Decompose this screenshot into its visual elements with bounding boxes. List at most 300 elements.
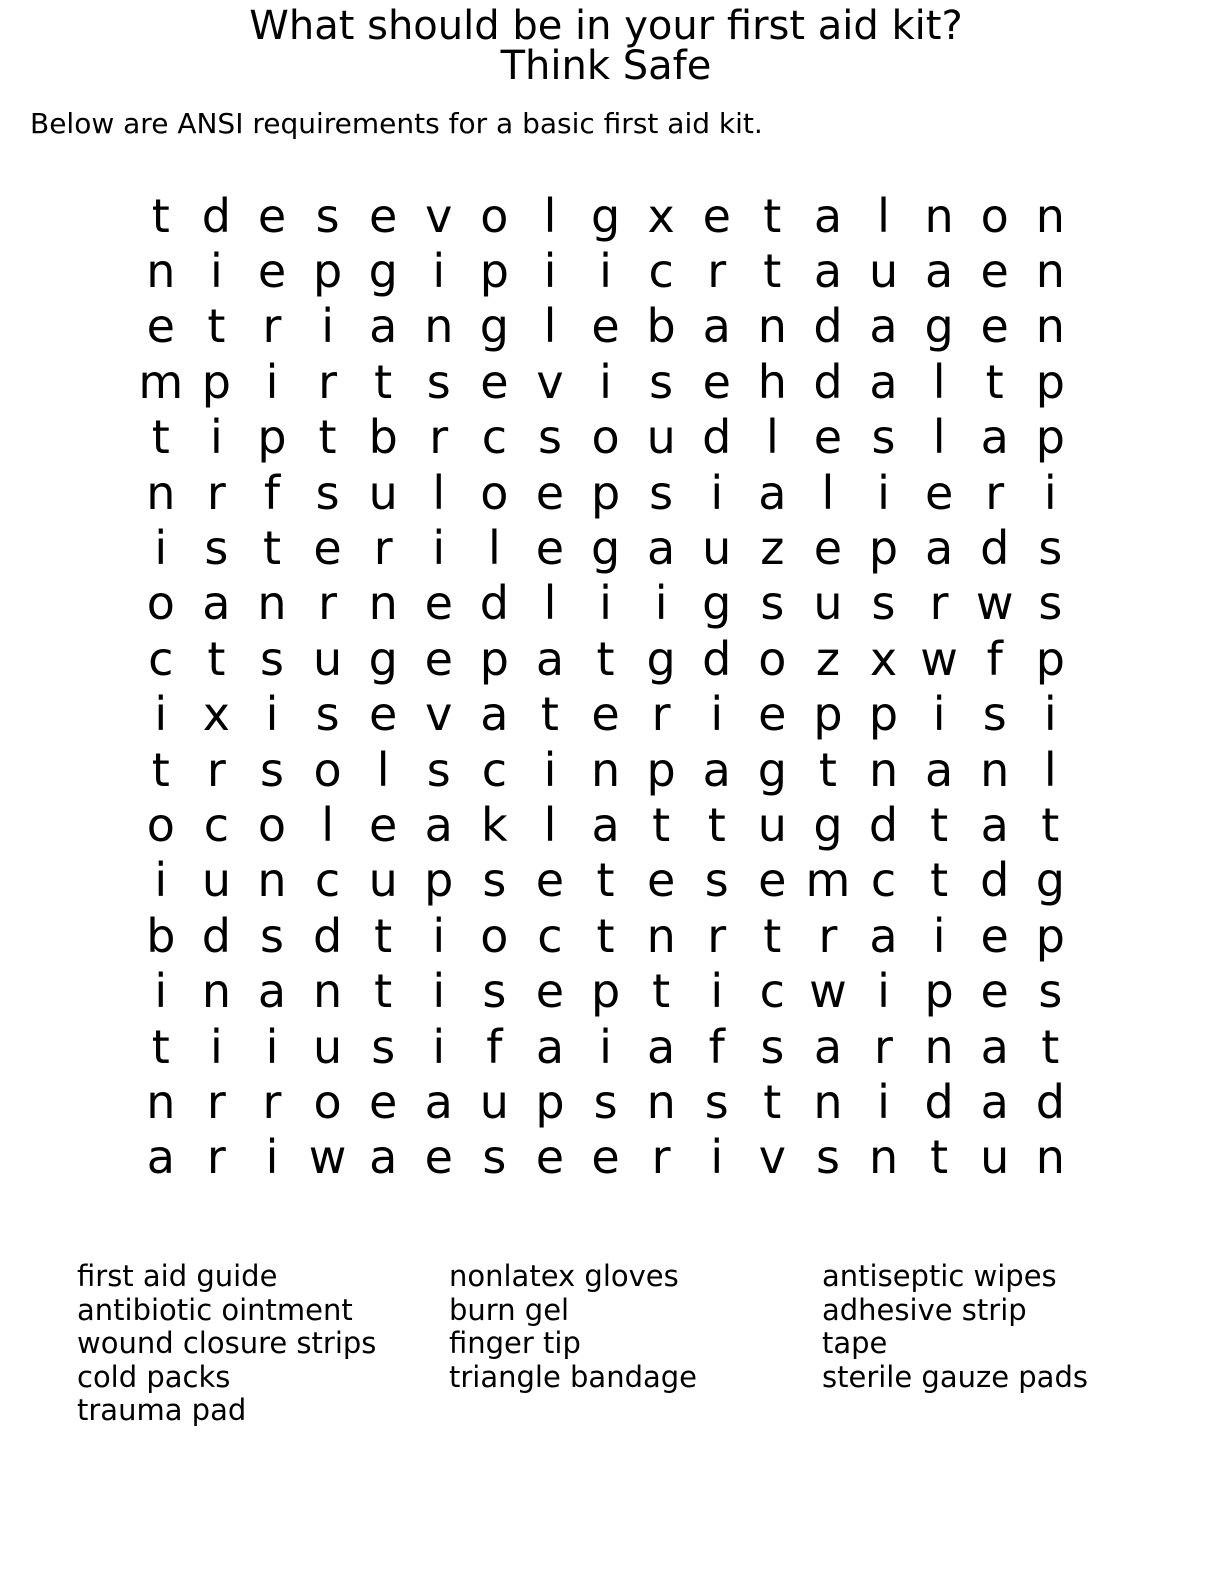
grid-letter: s <box>315 465 340 520</box>
grid-letter: a <box>647 1019 676 1074</box>
word-list-item: nonlatex gloves <box>449 1259 679 1293</box>
grid-letter: i <box>710 964 724 1019</box>
grid-letter: i <box>599 354 612 409</box>
grid-letter: a <box>480 687 509 742</box>
grid-letter: t <box>207 299 226 354</box>
grid-letter: e <box>980 964 1009 1019</box>
grid-letter: i <box>265 687 279 742</box>
grid-letter: f <box>486 1019 503 1074</box>
grid-letter: t <box>151 188 170 243</box>
grid-letter: p <box>813 687 843 742</box>
grid-letter: i <box>210 244 223 299</box>
grid-letter: v <box>425 188 453 243</box>
grid-letter: w <box>308 1130 347 1185</box>
grid-letter: r <box>429 410 449 465</box>
grid-letter: i <box>932 687 946 742</box>
grid-letter: i <box>432 244 446 299</box>
grid-letter: d <box>1035 1074 1065 1129</box>
grid-letter: o <box>146 797 175 852</box>
grid-letter: d <box>813 299 843 354</box>
grid-letter: i <box>599 576 612 631</box>
grid-letter: m <box>138 354 184 409</box>
grid-letter: t <box>207 631 226 686</box>
grid-letter: r <box>874 1019 893 1074</box>
grid-letter: p <box>1035 410 1065 465</box>
grid-letter: n <box>980 742 1010 797</box>
grid-letter: a <box>424 797 453 852</box>
grid-letter: i <box>1043 687 1057 742</box>
grid-letter: l <box>543 188 557 243</box>
grid-letter: d <box>201 188 231 243</box>
grid-letter: i <box>932 908 946 963</box>
grid-letter: a <box>925 742 954 797</box>
grid-letter: l <box>765 410 779 465</box>
grid-letter: i <box>265 1130 279 1185</box>
grid-letter: i <box>432 521 446 576</box>
grid-letter: g <box>813 797 843 852</box>
grid-letter: s <box>482 964 507 1019</box>
grid-letter: t <box>151 1019 170 1074</box>
grid-letter: a <box>369 1130 398 1185</box>
grid-letter: g <box>368 244 398 299</box>
grid-letter: s <box>315 687 340 742</box>
grid-letter: t <box>262 521 281 576</box>
grid-letter: p <box>424 853 454 908</box>
grid-letter: t <box>318 410 337 465</box>
grid-letter: t <box>151 742 170 797</box>
grid-letter: t <box>652 964 671 1019</box>
grid-letter: f <box>986 631 1003 686</box>
grid-letter: z <box>815 631 840 686</box>
grid-letter: e <box>424 576 453 631</box>
grid-letter: g <box>368 631 398 686</box>
grid-letter: e <box>535 853 565 908</box>
grid-letter: v <box>758 1130 786 1185</box>
grid-letter: s <box>315 188 340 243</box>
grid-letter: i <box>154 853 168 908</box>
grid-letter: w <box>975 576 1014 631</box>
grid-letter: f <box>708 1019 725 1074</box>
grid-letter: u <box>479 1074 509 1129</box>
word-list-item: burn gel <box>449 1292 570 1327</box>
grid-letter: u <box>368 465 398 520</box>
grid-letter: n <box>201 964 231 1019</box>
grid-letter: a <box>925 521 954 576</box>
grid-letter: o <box>480 188 509 243</box>
grid-letter: r <box>707 908 727 963</box>
grid-letter: p <box>868 521 899 576</box>
grid-letter: p <box>590 964 621 1019</box>
grid-letter: o <box>980 188 1009 243</box>
grid-letter: e <box>813 410 843 465</box>
grid-letter: r <box>373 521 393 576</box>
grid-letter: t <box>763 1074 782 1129</box>
grid-letter: l <box>877 188 890 243</box>
word-search-grid <box>133 188 1078 1185</box>
grid-letter: t <box>151 410 170 465</box>
grid-letter: c <box>870 853 897 908</box>
grid-letter: e <box>646 853 676 908</box>
grid-letter: n <box>813 1074 843 1129</box>
grid-letter: x <box>202 687 230 742</box>
grid-letter: l <box>1043 742 1057 797</box>
grid-letter: i <box>210 1019 223 1074</box>
grid-letter: a <box>980 1019 1009 1074</box>
grid-letter: n <box>313 964 343 1019</box>
grid-letter: g <box>590 188 621 243</box>
grid-letter: n <box>146 244 176 299</box>
grid-letter: s <box>815 1130 840 1185</box>
grid-letter: e <box>257 244 287 299</box>
grid-letter: c <box>148 631 174 686</box>
grid-letter: p <box>257 410 287 465</box>
grid-letter: i <box>154 687 168 742</box>
word-list-column-1 <box>77 1260 376 1428</box>
grid-letter: r <box>318 354 338 409</box>
grid-letter: e <box>424 1130 453 1185</box>
grid-letter: a <box>869 299 898 354</box>
grid-letter: n <box>1035 299 1065 354</box>
grid-letter: h <box>757 354 787 409</box>
grid-letter: u <box>757 797 787 852</box>
grid-letter: l <box>376 742 390 797</box>
grid-letter: t <box>1041 797 1060 852</box>
grid-letter: e <box>369 687 398 742</box>
grid-letter: r <box>651 1130 671 1185</box>
instructions-text: Below are ANSI requirements for a basic first aid kit. <box>30 107 763 140</box>
grid-letter: s <box>1038 576 1063 631</box>
grid-letter: l <box>821 465 835 520</box>
grid-letter: p <box>312 244 343 299</box>
grid-letter: i <box>154 521 168 576</box>
grid-letter: d <box>201 908 231 963</box>
grid-letter: u <box>980 1130 1010 1185</box>
grid-letter: e <box>813 521 843 576</box>
grid-letter: a <box>257 964 287 1019</box>
grid-letter: s <box>704 853 729 908</box>
grid-letter: o <box>480 908 509 963</box>
grid-letter: p <box>1035 908 1065 963</box>
grid-letter: n <box>646 1074 676 1129</box>
grid-letter: w <box>809 964 847 1019</box>
grid-letter: d <box>702 410 732 465</box>
grid-letter: n <box>368 576 398 631</box>
grid-letter: i <box>1043 465 1057 520</box>
grid-letter: a <box>980 410 1009 465</box>
grid-letter: g <box>1035 853 1065 908</box>
grid-letter: r <box>206 465 226 520</box>
grid-letter: i <box>710 1130 724 1185</box>
grid-letter: n <box>590 742 621 797</box>
grid-letter: a <box>424 1074 453 1129</box>
grid-letter: u <box>813 576 843 631</box>
grid-letter: e <box>980 244 1009 299</box>
grid-letter: s <box>260 631 284 686</box>
grid-letter: l <box>543 299 557 354</box>
grid-letter: n <box>757 299 787 354</box>
grid-letter: e <box>591 1130 620 1185</box>
grid-letter: s <box>704 1074 729 1129</box>
grid-letter: t <box>985 354 1004 409</box>
word-list-item: first aid guide <box>77 1259 278 1293</box>
grid-letter: r <box>262 299 282 354</box>
word-list-column-2 <box>449 1260 697 1394</box>
grid-letter: g <box>646 631 676 686</box>
grid-letter: e <box>146 299 175 354</box>
grid-letter: e <box>924 465 954 520</box>
grid-letter: a <box>369 299 398 354</box>
grid-letter: t <box>707 797 726 852</box>
grid-letter: e <box>980 299 1009 354</box>
grid-letter: a <box>702 742 731 797</box>
grid-letter: e <box>591 299 620 354</box>
grid-letter: v <box>536 354 564 409</box>
grid-letter: i <box>154 964 168 1019</box>
grid-letter: z <box>760 521 785 576</box>
grid-letter: i <box>321 299 334 354</box>
grid-letter: s <box>760 1019 785 1074</box>
grid-letter: a <box>202 576 231 631</box>
grid-letter: s <box>371 1019 396 1074</box>
grid-letter: o <box>257 797 287 852</box>
grid-letter: l <box>487 521 501 576</box>
grid-letter: i <box>654 576 668 631</box>
grid-letter: p <box>924 964 954 1019</box>
grid-letter: v <box>425 687 453 742</box>
grid-letter: c <box>648 244 674 299</box>
word-list-item: cold packs <box>77 1359 231 1394</box>
grid-letter: i <box>432 908 446 963</box>
grid-letter: s <box>426 742 451 797</box>
grid-letter: r <box>651 687 671 742</box>
word-list-column-3 <box>822 1260 1088 1394</box>
grid-letter: x <box>647 188 675 243</box>
grid-letter: i <box>710 687 724 742</box>
grid-letter: d <box>312 908 343 963</box>
grid-letter: a <box>647 521 676 576</box>
grid-letter: e <box>758 687 787 742</box>
grid-letter: u <box>368 853 398 908</box>
grid-letter: g <box>924 299 954 354</box>
grid-letter: n <box>868 1130 899 1185</box>
grid-letter: e <box>369 1074 398 1129</box>
grid-letter: n <box>257 853 287 908</box>
grid-letter: i <box>877 1074 890 1129</box>
grid-letter: t <box>374 908 393 963</box>
grid-letter: e <box>369 188 398 243</box>
grid-letter: r <box>707 244 727 299</box>
grid-letter: g <box>757 742 787 797</box>
grid-letter: d <box>702 631 732 686</box>
word-list-item: antiseptic wipes <box>822 1259 1057 1293</box>
grid-letter: u <box>201 853 231 908</box>
grid-letter: c <box>759 964 785 1019</box>
grid-letter: t <box>596 853 615 908</box>
grid-letter: e <box>980 908 1009 963</box>
grid-letter: l <box>432 465 446 520</box>
grid-letter: u <box>702 521 732 576</box>
grid-letter: i <box>543 742 557 797</box>
grid-letter: e <box>758 853 787 908</box>
grid-letter: k <box>481 797 508 852</box>
grid-letter: t <box>763 188 782 243</box>
grid-letter: t <box>596 631 615 686</box>
grid-letter: p <box>479 631 509 686</box>
grid-letter: c <box>537 908 563 963</box>
grid-letter: p <box>646 742 676 797</box>
grid-letter: s <box>593 1074 618 1129</box>
grid-letter: i <box>877 465 890 520</box>
grid-letter: a <box>980 797 1009 852</box>
grid-letter: a <box>869 908 898 963</box>
grid-letter: c <box>314 853 341 908</box>
grid-letter: a <box>813 188 843 243</box>
grid-letter: n <box>146 1074 176 1129</box>
grid-letter: e <box>535 964 565 1019</box>
grid-letter: a <box>535 631 565 686</box>
grid-letter: d <box>980 521 1010 576</box>
grid-letter: s <box>260 908 284 963</box>
grid-letter: s <box>649 465 674 520</box>
grid-letter: o <box>480 465 509 520</box>
grid-letter: d <box>479 576 509 631</box>
grid-letter: l <box>932 410 946 465</box>
grid-letter: a <box>813 1019 843 1074</box>
grid-letter: t <box>374 354 393 409</box>
grid-letter: p <box>1035 354 1065 409</box>
grid-letter: e <box>313 521 342 576</box>
grid-letter: b <box>646 299 676 354</box>
grid-letter: s <box>760 576 785 631</box>
grid-letter: p <box>1035 631 1065 686</box>
grid-letter: i <box>432 1019 446 1074</box>
grid-letter: n <box>1035 1130 1065 1185</box>
grid-letter: e <box>257 188 287 243</box>
page-title: What should be in your first aid kit? <box>249 3 963 49</box>
grid-letter: g <box>479 299 509 354</box>
grid-letter: g <box>702 576 732 631</box>
grid-letter: n <box>146 465 176 520</box>
grid-letter: p <box>201 354 231 409</box>
grid-letter: t <box>596 908 615 963</box>
grid-letter: n <box>924 1019 954 1074</box>
grid-letter: e <box>702 188 731 243</box>
grid-letter: l <box>932 354 946 409</box>
grid-letter: o <box>313 1074 342 1129</box>
grid-letter: a <box>758 465 787 520</box>
grid-letter: a <box>591 797 620 852</box>
grid-letter: i <box>432 964 446 1019</box>
grid-letter: t <box>930 797 949 852</box>
grid-letter: o <box>146 576 175 631</box>
grid-letter: n <box>1035 188 1065 243</box>
grid-letter: l <box>543 576 557 631</box>
grid-letter: l <box>321 797 334 852</box>
grid-letter: r <box>318 576 338 631</box>
grid-letter: a <box>980 1074 1009 1129</box>
grid-letter: a <box>702 299 731 354</box>
word-list-item: triangle bandage <box>449 1359 698 1394</box>
grid-letter: n <box>924 188 954 243</box>
grid-letter: s <box>871 576 896 631</box>
grid-letter: m <box>805 853 851 908</box>
grid-letter: a <box>925 244 954 299</box>
grid-letter: s <box>204 521 229 576</box>
grid-letter: e <box>535 1130 565 1185</box>
word-list-item: tape <box>822 1326 888 1361</box>
grid-letter: l <box>543 797 557 852</box>
grid-letter: s <box>1038 964 1063 1019</box>
grid-letter: b <box>146 908 176 963</box>
grid-letter: s <box>871 410 896 465</box>
grid-letter: i <box>265 1019 279 1074</box>
grid-letter: t <box>930 853 949 908</box>
grid-letter: p <box>535 1074 565 1129</box>
grid-letter: a <box>535 1019 565 1074</box>
grid-letter: p <box>590 465 621 520</box>
grid-letter: t <box>818 742 837 797</box>
grid-letter: s <box>1038 521 1063 576</box>
grid-letter: u <box>868 244 899 299</box>
grid-letter: t <box>930 1130 949 1185</box>
grid-letter: i <box>599 1019 612 1074</box>
grid-letter: n <box>257 576 287 631</box>
grid-letter: s <box>649 354 674 409</box>
word-list-item: sterile gauze pads <box>822 1359 1088 1394</box>
grid-letter: d <box>924 1074 954 1129</box>
grid-letter: i <box>210 410 223 465</box>
grid-letter: u <box>313 631 343 686</box>
grid-letter: g <box>590 521 621 576</box>
grid-letter: n <box>424 299 454 354</box>
grid-letter: t <box>1041 1019 1060 1074</box>
grid-letter: p <box>479 244 509 299</box>
grid-letter: d <box>813 354 843 409</box>
word-list-item: adhesive strip <box>822 1292 1027 1327</box>
grid-letter: c <box>481 742 507 797</box>
grid-letter: n <box>1035 244 1065 299</box>
grid-letter: w <box>920 631 958 686</box>
grid-letter: r <box>206 742 226 797</box>
grid-letter: o <box>313 742 342 797</box>
grid-letter: t <box>540 687 559 742</box>
grid-letter: p <box>868 687 899 742</box>
grid-letter: t <box>763 908 782 963</box>
grid-letter: e <box>480 354 509 409</box>
grid-letter: c <box>481 410 507 465</box>
grid-letter: u <box>313 1019 343 1074</box>
grid-letter: a <box>146 1130 175 1185</box>
grid-letter: s <box>426 354 451 409</box>
grid-letter: d <box>980 853 1010 908</box>
grid-letter: x <box>869 631 898 686</box>
grid-letter: e <box>535 521 565 576</box>
grid-letter: a <box>813 244 843 299</box>
grid-letter: f <box>263 465 281 520</box>
grid-letter: e <box>702 354 731 409</box>
grid-letter: t <box>763 244 782 299</box>
grid-letter: r <box>985 465 1005 520</box>
grid-letter: t <box>652 797 671 852</box>
grid-letter: i <box>543 244 557 299</box>
grid-letter: i <box>710 465 724 520</box>
grid-letter: r <box>262 1074 282 1129</box>
page-subtitle-brand: Think Safe <box>500 43 712 89</box>
grid-letter: i <box>265 354 279 409</box>
grid-letter: r <box>206 1074 226 1129</box>
grid-letter: a <box>869 354 898 409</box>
word-list-item: wound closure strips <box>77 1326 377 1361</box>
